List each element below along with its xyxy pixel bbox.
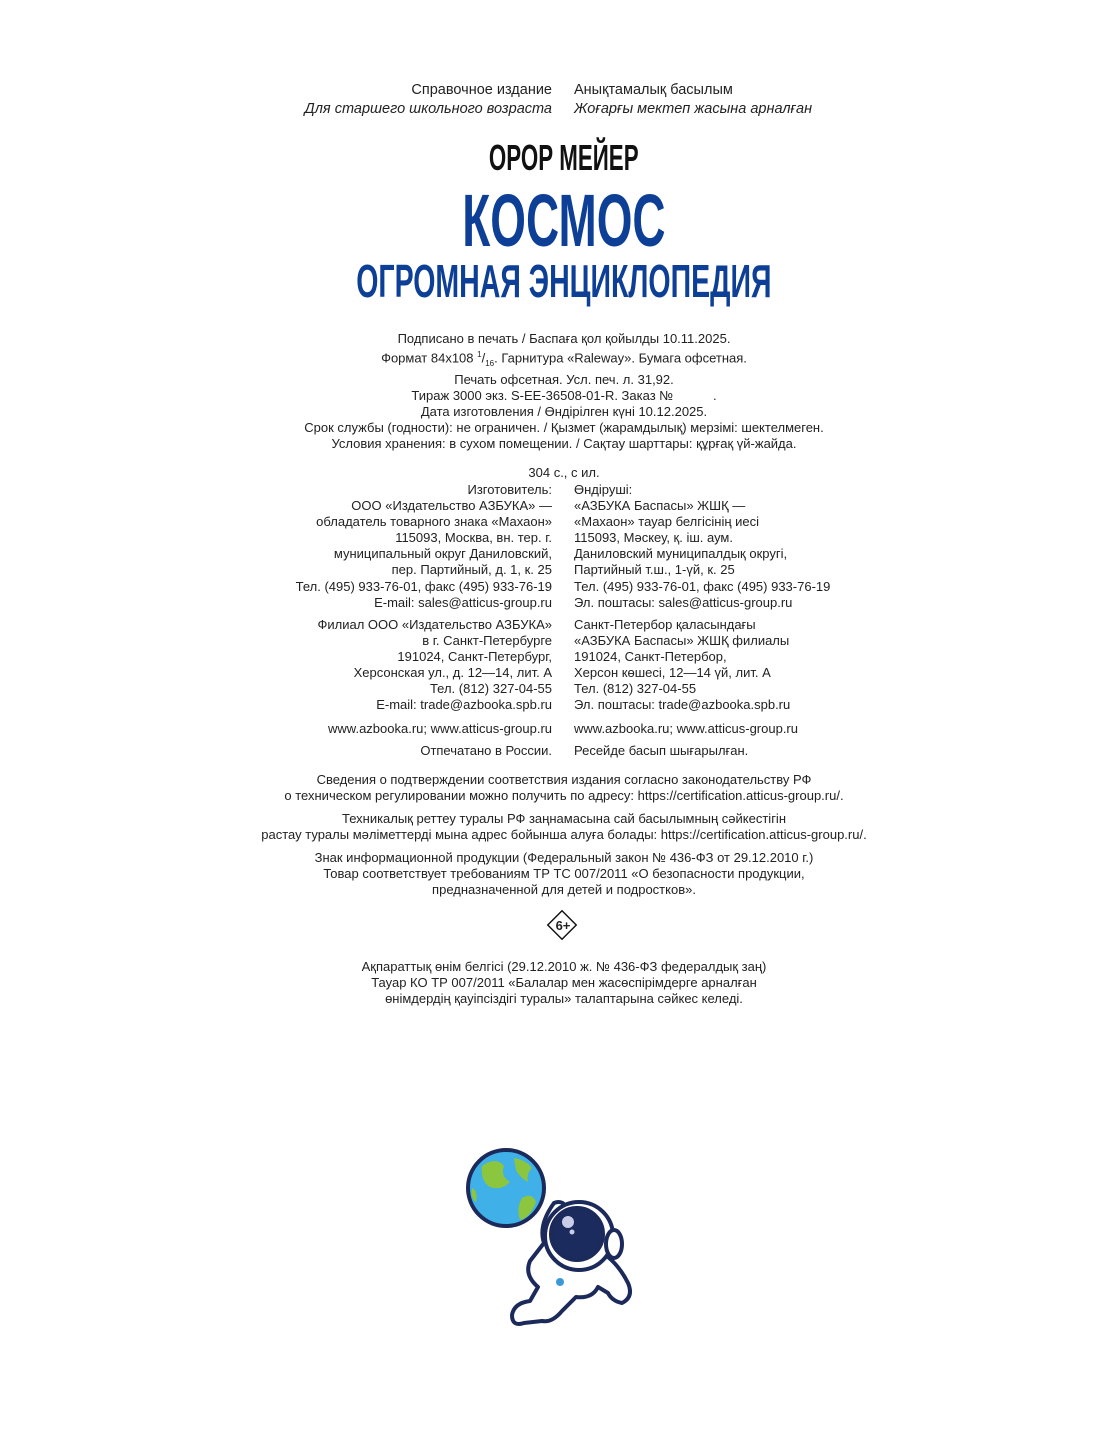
branch-kz-line: «АЗБУКА Баспасы» ЖШҚ филиалы	[574, 633, 790, 649]
manufacture-date: Дата изготовления / Өндірілген күні 10.12.2025.	[420, 404, 708, 420]
manufacturer-ru-line: муниципальный округ Даниловский,	[333, 546, 552, 562]
format-sub: 16	[485, 359, 495, 369]
branch-kz-line: Тел. (812) 327-04-55	[574, 681, 697, 697]
print-info: Печать офсетная. Усл. печ. л. 31,92.	[454, 372, 674, 388]
shelf-life: Срок службы (годности): не ограничен. / Қызмет (жарамдылық) мерзімі: шектелмеген.	[304, 420, 824, 436]
format-sup: 1	[477, 350, 482, 360]
print-run: Тираж 3000 экз. S-EE-36508-01-R. Заказ № .	[411, 388, 717, 404]
book-subtitle: ОГРОМНАЯ ЭНЦИКЛОПЕДИЯ	[356, 255, 772, 307]
branch-ru-line: Херсонская ул., д. 12—14, лит. А	[353, 665, 552, 681]
format-slash: /	[481, 350, 486, 366]
cert-kz-line: Техникалық реттеу туралы РФ заңнамасына сай басылымның сәйкестігін	[341, 811, 786, 826]
manufacturer-kz-line: Тел. (495) 933-76-01, факс (495) 933-76-19	[574, 578, 831, 594]
manufacturer-ru-line: обладатель товарного знака «Махаон»	[316, 514, 552, 530]
storage-conditions: Условия хранения: в сухом помещении. / Сақтау шарттары: құрғақ үй-жайда.	[331, 436, 797, 452]
branch-block	[0, 617, 1100, 714]
printed-in-kz: Ресейде басып шығарылған.	[574, 743, 749, 758]
book-author: ОРОР МЕЙЕР	[489, 137, 639, 178]
imprint-block	[0, 331, 1100, 481]
web-links-kz: www.azbooka.ru; www.atticus-group.ru	[574, 721, 798, 736]
manufacturer-ru-line: Тел. (495) 933-76-01, факс (495) 933-76-19	[295, 578, 552, 594]
certification-kz	[0, 811, 1100, 843]
law-ru-line: предназначенной для детей и подростков».	[432, 882, 696, 898]
format-line	[0, 347, 1100, 372]
astronaut-illustration	[462, 1148, 647, 1338]
manufacturer-block	[0, 482, 1100, 611]
law-ru-line: Знак информационной продукции (Федеральный закон № 436-ФЗ от 29.12.2010 г.)	[314, 850, 814, 865]
law-kz	[0, 959, 1100, 1007]
age-rating-mark	[547, 910, 579, 942]
age-group-kz: Жоғарғы мектеп жасына арналған	[574, 101, 813, 117]
manufacturer-ru-line: пер. Партийный, д. 1, к. 25	[391, 562, 552, 578]
branch-kz-line: 191024, Санкт-Петербор,	[574, 649, 727, 665]
cert-ru-line: о техническом регулировании можно получить по адресу: https://certification.atticus-group.ru/.	[284, 788, 844, 804]
manufacturer-ru-line: E-mail: sales@atticus-group.ru	[374, 594, 552, 610]
branch-ru-line: E-mail: trade@azbooka.spb.ru	[376, 697, 552, 713]
manufacturer-kz-line: Партийный т.ш., 1-үй, к. 25	[574, 562, 735, 578]
branch-kz-line: Санкт-Петербор қаласындағы	[574, 617, 756, 632]
book-title: КОСМОС	[462, 179, 666, 262]
branch-ru-line: Филиал ООО «Издательство АЗБУКА»	[317, 617, 552, 632]
law-ru-line: Товар соответствует требованиям ТР ТС 007/2011 «О безопасности продукции,	[323, 866, 805, 882]
law-kz-line: Ақпараттық өнім белгісі (29.12.2010 ж. № 436-ФЗ федералдық заң)	[361, 959, 767, 974]
signed-date: Подписано в печать / Баспаға қол қойылды 10.11.2025.	[397, 331, 731, 346]
page-count: 304 с., с ил.	[528, 464, 600, 480]
branch-ru-line: Тел. (812) 327-04-55	[429, 681, 552, 697]
web-links-ru: www.azbooka.ru; www.atticus-group.ru	[328, 721, 552, 736]
edition-header	[0, 81, 1100, 119]
manufacturer-kz-line: Эл. поштасы: sales@atticus-group.ru	[574, 594, 793, 610]
manufacturer-kz-line: 115093, Мәскеу, қ. іш. аум.	[574, 530, 733, 546]
branch-kz-line: Херсон көшесі, 12—14 үй, лит. А	[574, 665, 771, 681]
printed-in	[0, 743, 1100, 759]
law-ru	[0, 850, 1100, 898]
printed-in-ru: Отпечатано в России.	[420, 743, 552, 758]
edition-type-ru: Справочное издание	[411, 82, 552, 98]
law-kz-line: Тауар КО ТР 007/2011 «Балалар мен жасөспірімдерге арналған	[371, 975, 757, 991]
edition-type-kz: Анықтамалық басылым	[574, 82, 733, 98]
branch-ru-line: 191024, Санкт-Петербург,	[397, 649, 552, 665]
manufacturer-ru-line: 115093, Москва, вн. тер. г.	[395, 530, 552, 546]
manufacturer-kz-line: «АЗБУКА Баспасы» ЖШҚ —	[574, 498, 746, 514]
format-suffix: . Гарнитура «Raleway». Бумага офсетная.	[494, 350, 747, 366]
manufacturer-ru-line: ООО «Издательство АЗБУКА» —	[351, 498, 552, 514]
manufacturer-ru-line: Изготовитель:	[467, 482, 552, 497]
age-rating-label: 6+	[555, 918, 571, 933]
age-group-ru: Для старшего школьного возраста	[304, 101, 552, 117]
earth-globe-icon	[468, 1150, 544, 1226]
branch-kz-line: Эл. поштасы: trade@azbooka.spb.ru	[574, 697, 791, 713]
web-links	[0, 721, 1100, 737]
manufacturer-kz-line: Өндіруші:	[574, 482, 633, 497]
branch-ru-line: в г. Санкт-Петербурге	[422, 633, 552, 649]
format-prefix: Формат 84x108	[381, 350, 478, 366]
cert-kz-line: растау туралы мәліметтерді мына адрес бойынша алуға болады: https://certification.atticus-group.ru/.	[261, 827, 867, 843]
certification-ru	[0, 772, 1100, 804]
cert-ru-line: Сведения о подтверждении соответствия издания согласно законодательству РФ	[316, 772, 812, 787]
manufacturer-kz-line: «Махаон» тауар белгісінің иесі	[574, 514, 760, 530]
law-kz-line: өнімдердің қауіпсіздігі туралы» талаптарына сәйкес келеді.	[385, 991, 743, 1007]
manufacturer-kz-line: Даниловский муниципалдық округі,	[574, 546, 788, 562]
